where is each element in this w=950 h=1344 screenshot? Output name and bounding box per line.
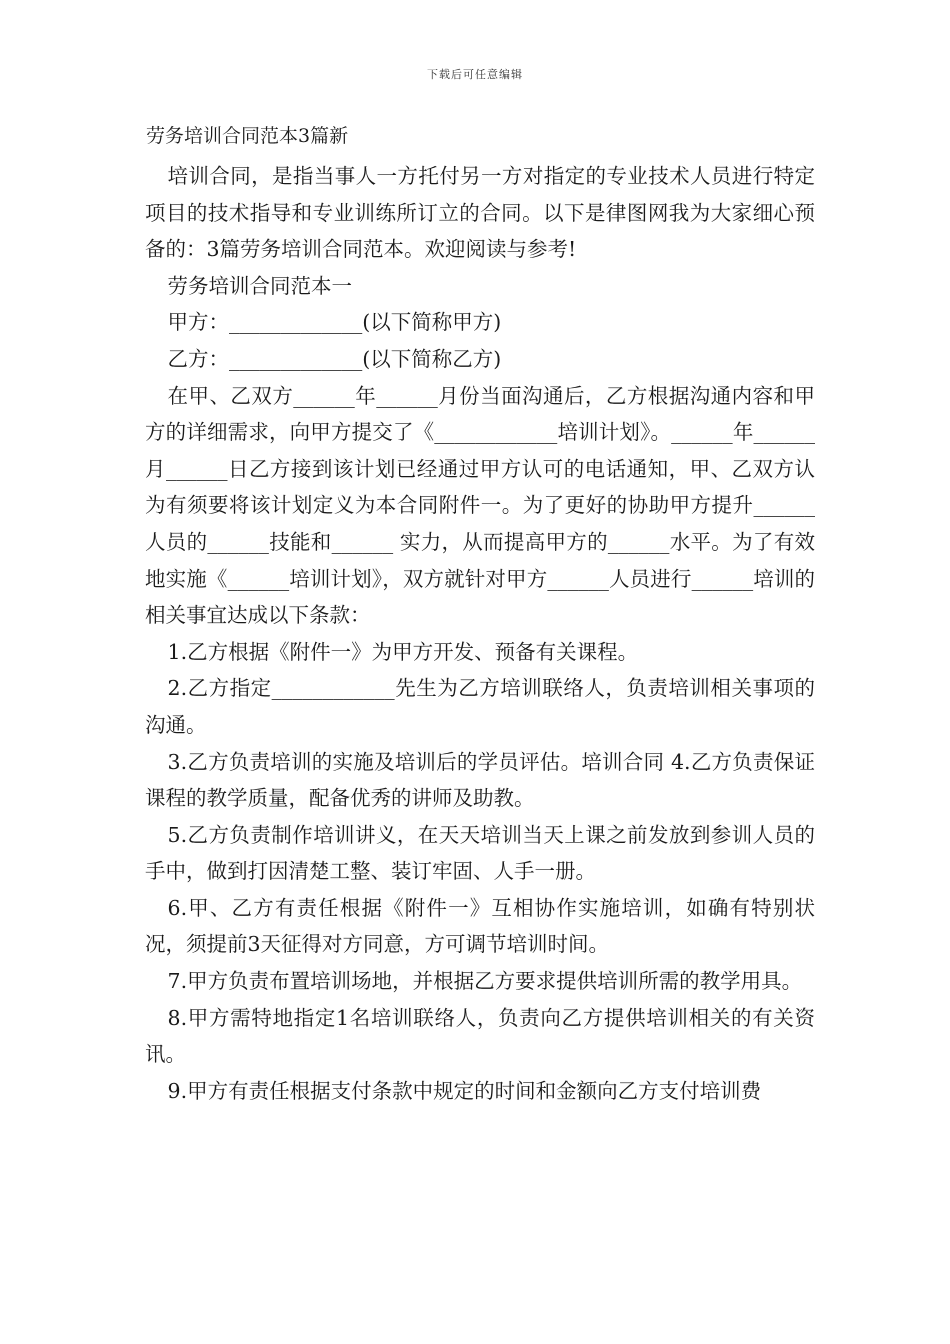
section-heading: 劳务培训合同范本一 (167, 273, 353, 298)
clause-9: 9.甲方有责任根据支付条款中规定的时间和金额向乙方支付培训费 (167, 1078, 762, 1103)
clause-2: 2.乙方指定____________先生为乙方培训联络人，负责培训相关事项的沟通。 (145, 676, 815, 737)
preamble-paragraph: 在甲、乙双方______年______月份当面沟通后，乙方根据沟通内容和甲方的详细需求，向甲方提交了《____________培训计划》。______年______月______日乙方接到该计划已经通过甲方认可的电话通知，甲、乙双方认为有须要将该计划定义为本合同附件一。为了更好的协助甲方提升______人员的______技能和______ 实力，从而提高甲方的______水平。为了有效地实施《______培训计划》，双方就针对甲方______人员进行______培训的相关事宜达成以下条款： (145, 383, 815, 628)
clause-8: 8.甲方需特地指定1名培训联络人，负责向乙方提供培训相关的有关资讯。 (145, 1005, 815, 1067)
clause-7: 7.甲方负责布置培训场地，并根据乙方要求提供培训所需的教学用具。 (167, 969, 803, 994)
document-body (145, 158, 815, 1109)
clause-3-4: 3.乙方负责培训的实施及培训后的学员评估。培训合同 4.乙方负责保证课程的教学质量，配备优秀的讲师及助教。 (145, 749, 815, 811)
document-title: 劳务培训合同范本3篇新 (146, 125, 349, 147)
clause-5: 5.乙方负责制作培训讲义，在天天培训当天上课之前发放到参训人员的手中，做到打因清楚工整、装订牢固、人手一册。 (145, 822, 815, 884)
party-b-line: 乙方：_____________(以下简称乙方) (167, 346, 502, 371)
page-header: 下载后可任意编辑 (427, 68, 523, 81)
clause-1: 1.乙方根据《附件一》为甲方开发、预备有关课程。 (167, 639, 639, 664)
intro-paragraph: 培训合同，是指当事人一方托付另一方对指定的专业技术人员进行特定项目的技术指导和专业训练所订立的合同。以下是律图网我为大家细心预备的：3篇劳务培训合同范本。欢迎阅读与参考! (145, 164, 815, 262)
party-a-line: 甲方：_____________(以下简称甲方) (167, 310, 502, 335)
clause-6: 6.甲、乙方有责任根据《附件一》互相协作实施培训，如确有特别状况，须提前3天征得对方同意，方可调节培训时间。 (145, 895, 815, 957)
